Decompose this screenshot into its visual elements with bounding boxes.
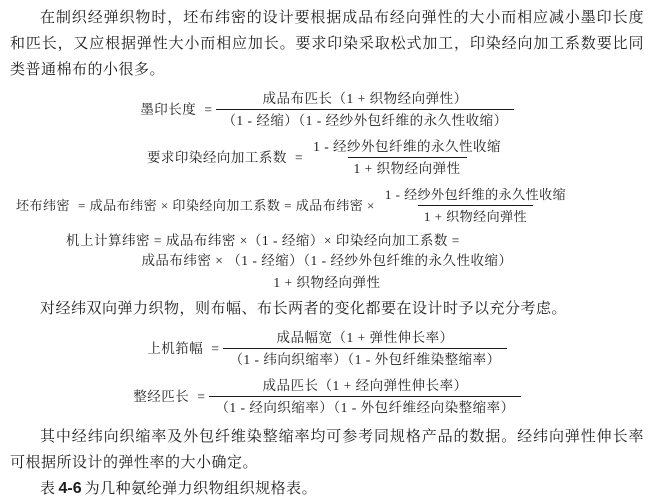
formula-ink-mark-length [10,89,644,130]
paragraph-reference-data: 其中经纬向织缩率及外包纤维染整缩率均可参考同规格产品的数据。经纬向弹性伸长率可根据所设计的弹性率的大小确定。 [10,429,644,471]
fraction-numerator: 1 - 经纱外包纤维的永久性收缩 [313,139,502,154]
fraction-numerator: 1 - 经纱外包纤维的永久性收缩 [384,187,567,202]
fraction [379,185,572,226]
formula-reed-width [10,328,644,369]
paragraph-table-reference [10,476,644,502]
fraction-numerator: 成品布匹长（1 + 织物经向弹性） [262,91,468,106]
formula-label: 整经匹长 [133,389,190,404]
fraction [216,89,513,130]
stacked-fraction [135,251,518,292]
formula-loom-weft-density-line2 [10,251,644,292]
paragraph-biaxial: 对经纬双向弹力织物，则布幅、布长两者的变化都要在设计时予以充分考虑。 [40,301,568,317]
formula-warping-length [10,376,644,417]
formula-label: 墨印长度 [140,102,197,117]
fraction-denominator: （1 - 经缩）（1 - 经纱外包纤维的永久性收缩） [216,109,513,130]
formula-greige-weft-density [10,185,644,226]
fraction [307,137,507,178]
equals-sign: = [211,341,220,356]
fraction-denominator: 1 + 织物经向弹性 [273,275,381,290]
formula-label: 上机筘幅 [147,341,204,356]
fraction-denominator: （1 - 经向织缩率）（1 - 外包纤维经向染整缩率） [209,396,520,417]
formula-middle-expression: = 成品布纬密 × 印染经向加工系数 = 成品布纬密 × [78,198,375,213]
equals-sign: = [294,150,304,165]
formula-label: 要求印染经向加工系数 [146,150,287,165]
fraction [223,328,506,369]
table-sentence-suffix: 为几种氨纶弹力织物组织规格表。 [84,481,318,497]
fraction-denominator: 1 + 织物经向弹性 [348,157,467,178]
fraction [209,376,520,417]
paragraph-intro: 在制织经弹织物时，坯布纬密的设计要根据成品布经向弹性的大小而相应减小墨印长度和匹长，又应根据弹性大小而相应加长。要求印染采取松式加工，印染经向加工系数要比同类普通棉布的小很多。 [10,10,644,78]
fraction-numerator: 成品匹长（1 + 经向弹性伸长率） [262,378,468,393]
equals-sign: = [197,389,206,404]
formula-label: 坯布纬密 [16,198,71,213]
table-sentence-prefix: 表 [40,481,56,497]
table-number: 4-6 [58,480,82,497]
fraction-denominator: 1 + 织物经向弹性 [418,205,533,226]
fraction-denominator: （1 - 纬向织缩率）（1 - 外包纤维染整缩率） [223,348,506,369]
fraction-numerator: 成品幅宽（1 + 弹性伸长率） [276,330,454,345]
formula-loom-weft-density-line1 [10,232,644,249]
equals-sign: = [204,102,213,117]
fraction-numerator: 成品布纬密 × （1 - 经缩）（1 - 经纱外包纤维的永久性收缩） [141,253,513,268]
formula-dye-process-coefficient [10,137,644,178]
formula-expression: 机上计算纬密 = 成品布纬密 ×（1 - 经缩）× 印染经向加工系数 = [66,233,460,248]
